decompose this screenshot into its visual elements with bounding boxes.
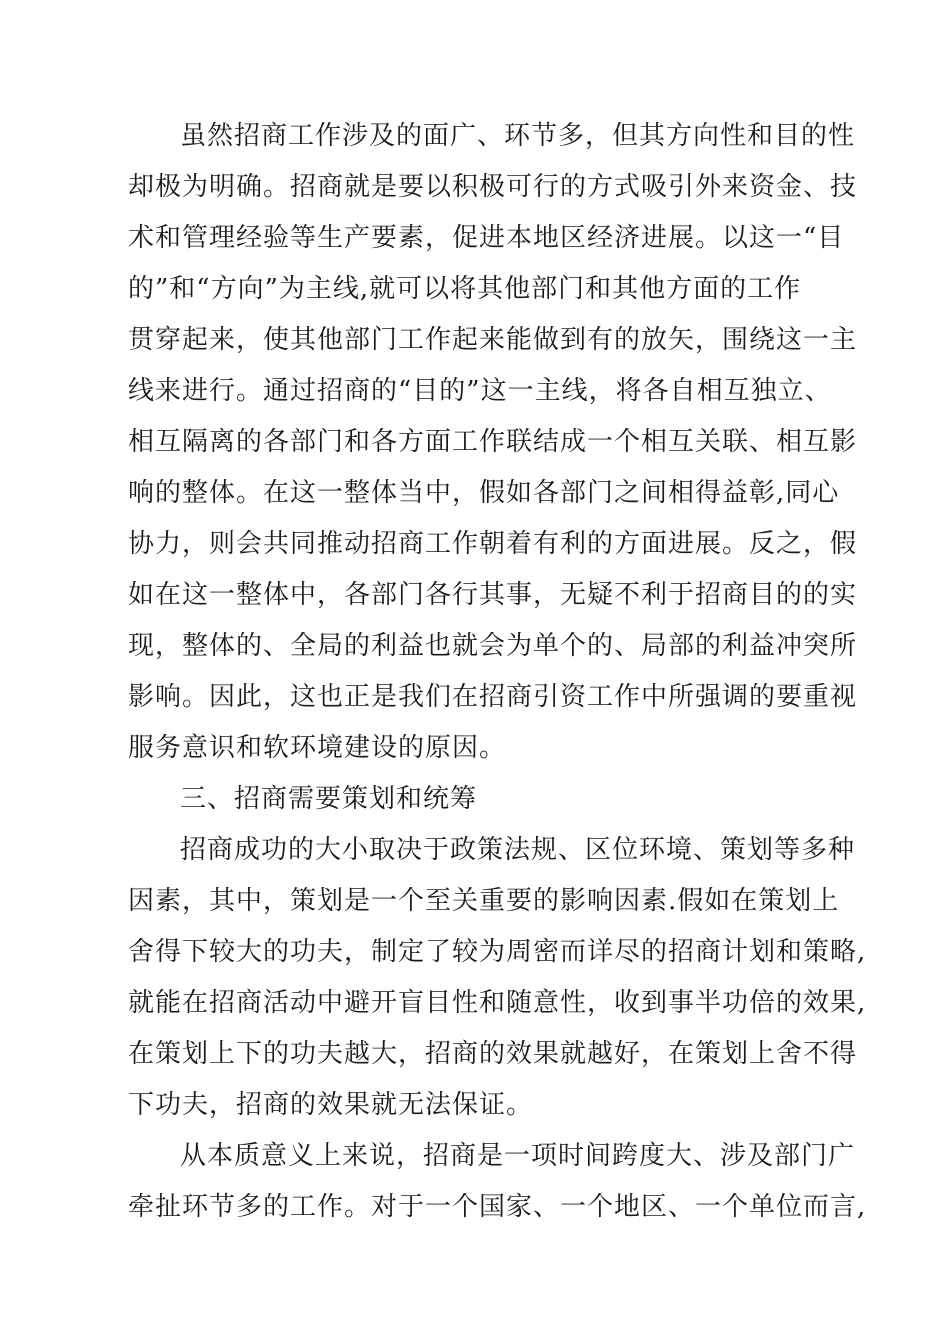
section-heading: 三、招商需要策划和统筹 [180, 784, 478, 814]
paragraph-line: 的”和“方向”为主线,就可以将其他部门和其他方面的工作 [128, 274, 802, 304]
paragraph-line: 招商成功的大小取决于政策法规、区位环境、策划等多种 [180, 835, 856, 865]
paragraph-line: 服务意识和软环境建设的原因。 [128, 733, 507, 763]
paragraph-line: 下功夫，招商的效果就无法保证。 [128, 1090, 534, 1120]
paragraph-line: 如在这一整体中，各部门各行其事，无疑不利于招商目的的实 [128, 580, 858, 610]
paragraph-line: 协力，则会共同推动招商工作朝着有利的方面进展。反之，假 [128, 529, 858, 559]
paragraph-line: 在策划上下的功夫越大，招商的效果就越好，在策划上舍不得 [128, 1039, 858, 1069]
paragraph-line: 影响。因此，这也正是我们在招商引资工作中所强调的要重视 [128, 682, 858, 712]
paragraph-line: 却极为明确。招商就是要以积极可行的方式吸引外来资金、技 [128, 172, 858, 202]
paragraph-line: 舍得下较大的功夫，制定了较为周密而详尽的招商计划和策略, [128, 937, 867, 967]
paragraph-line: 现，整体的、全局的利益也就会为单个的、局部的利益冲突所 [128, 631, 858, 661]
paragraph-line: 牵扯环节多的工作。对于一个国家、一个地区、一个单位而言, [128, 1192, 867, 1222]
paragraph-line: 虽然招商工作涉及的面广、环节多，但其方向性和目的性 [180, 121, 856, 151]
paragraph-line: 响的整体。在这一整体当中，假如各部门之间相得益彰,同心 [128, 478, 840, 508]
paragraph-line: 从本质意义上来说，招商是一项时间跨度大、涉及部门广 [180, 1141, 856, 1171]
paragraph-line: 因素，其中，策划是一个至关重要的影响因素.假如在策划上 [128, 886, 840, 916]
paragraph-line: 线来进行。通过招商的“目的”这一主线，将各自相互独立、 [128, 376, 832, 406]
paragraph-line: 术和管理经验等生产要素，促进本地区经济进展。以这一“目 [128, 223, 845, 253]
paragraph-line: 就能在招商活动中避开盲目性和随意性，收到事半功倍的效果, [128, 988, 867, 1018]
paragraph-line: 贯穿起来，使其他部门工作起来能做到有的放矢，围绕这一主 [128, 325, 858, 355]
paragraph-line: 相互隔离的各部门和各方面工作联结成一个相互关联、相互影 [128, 427, 858, 457]
